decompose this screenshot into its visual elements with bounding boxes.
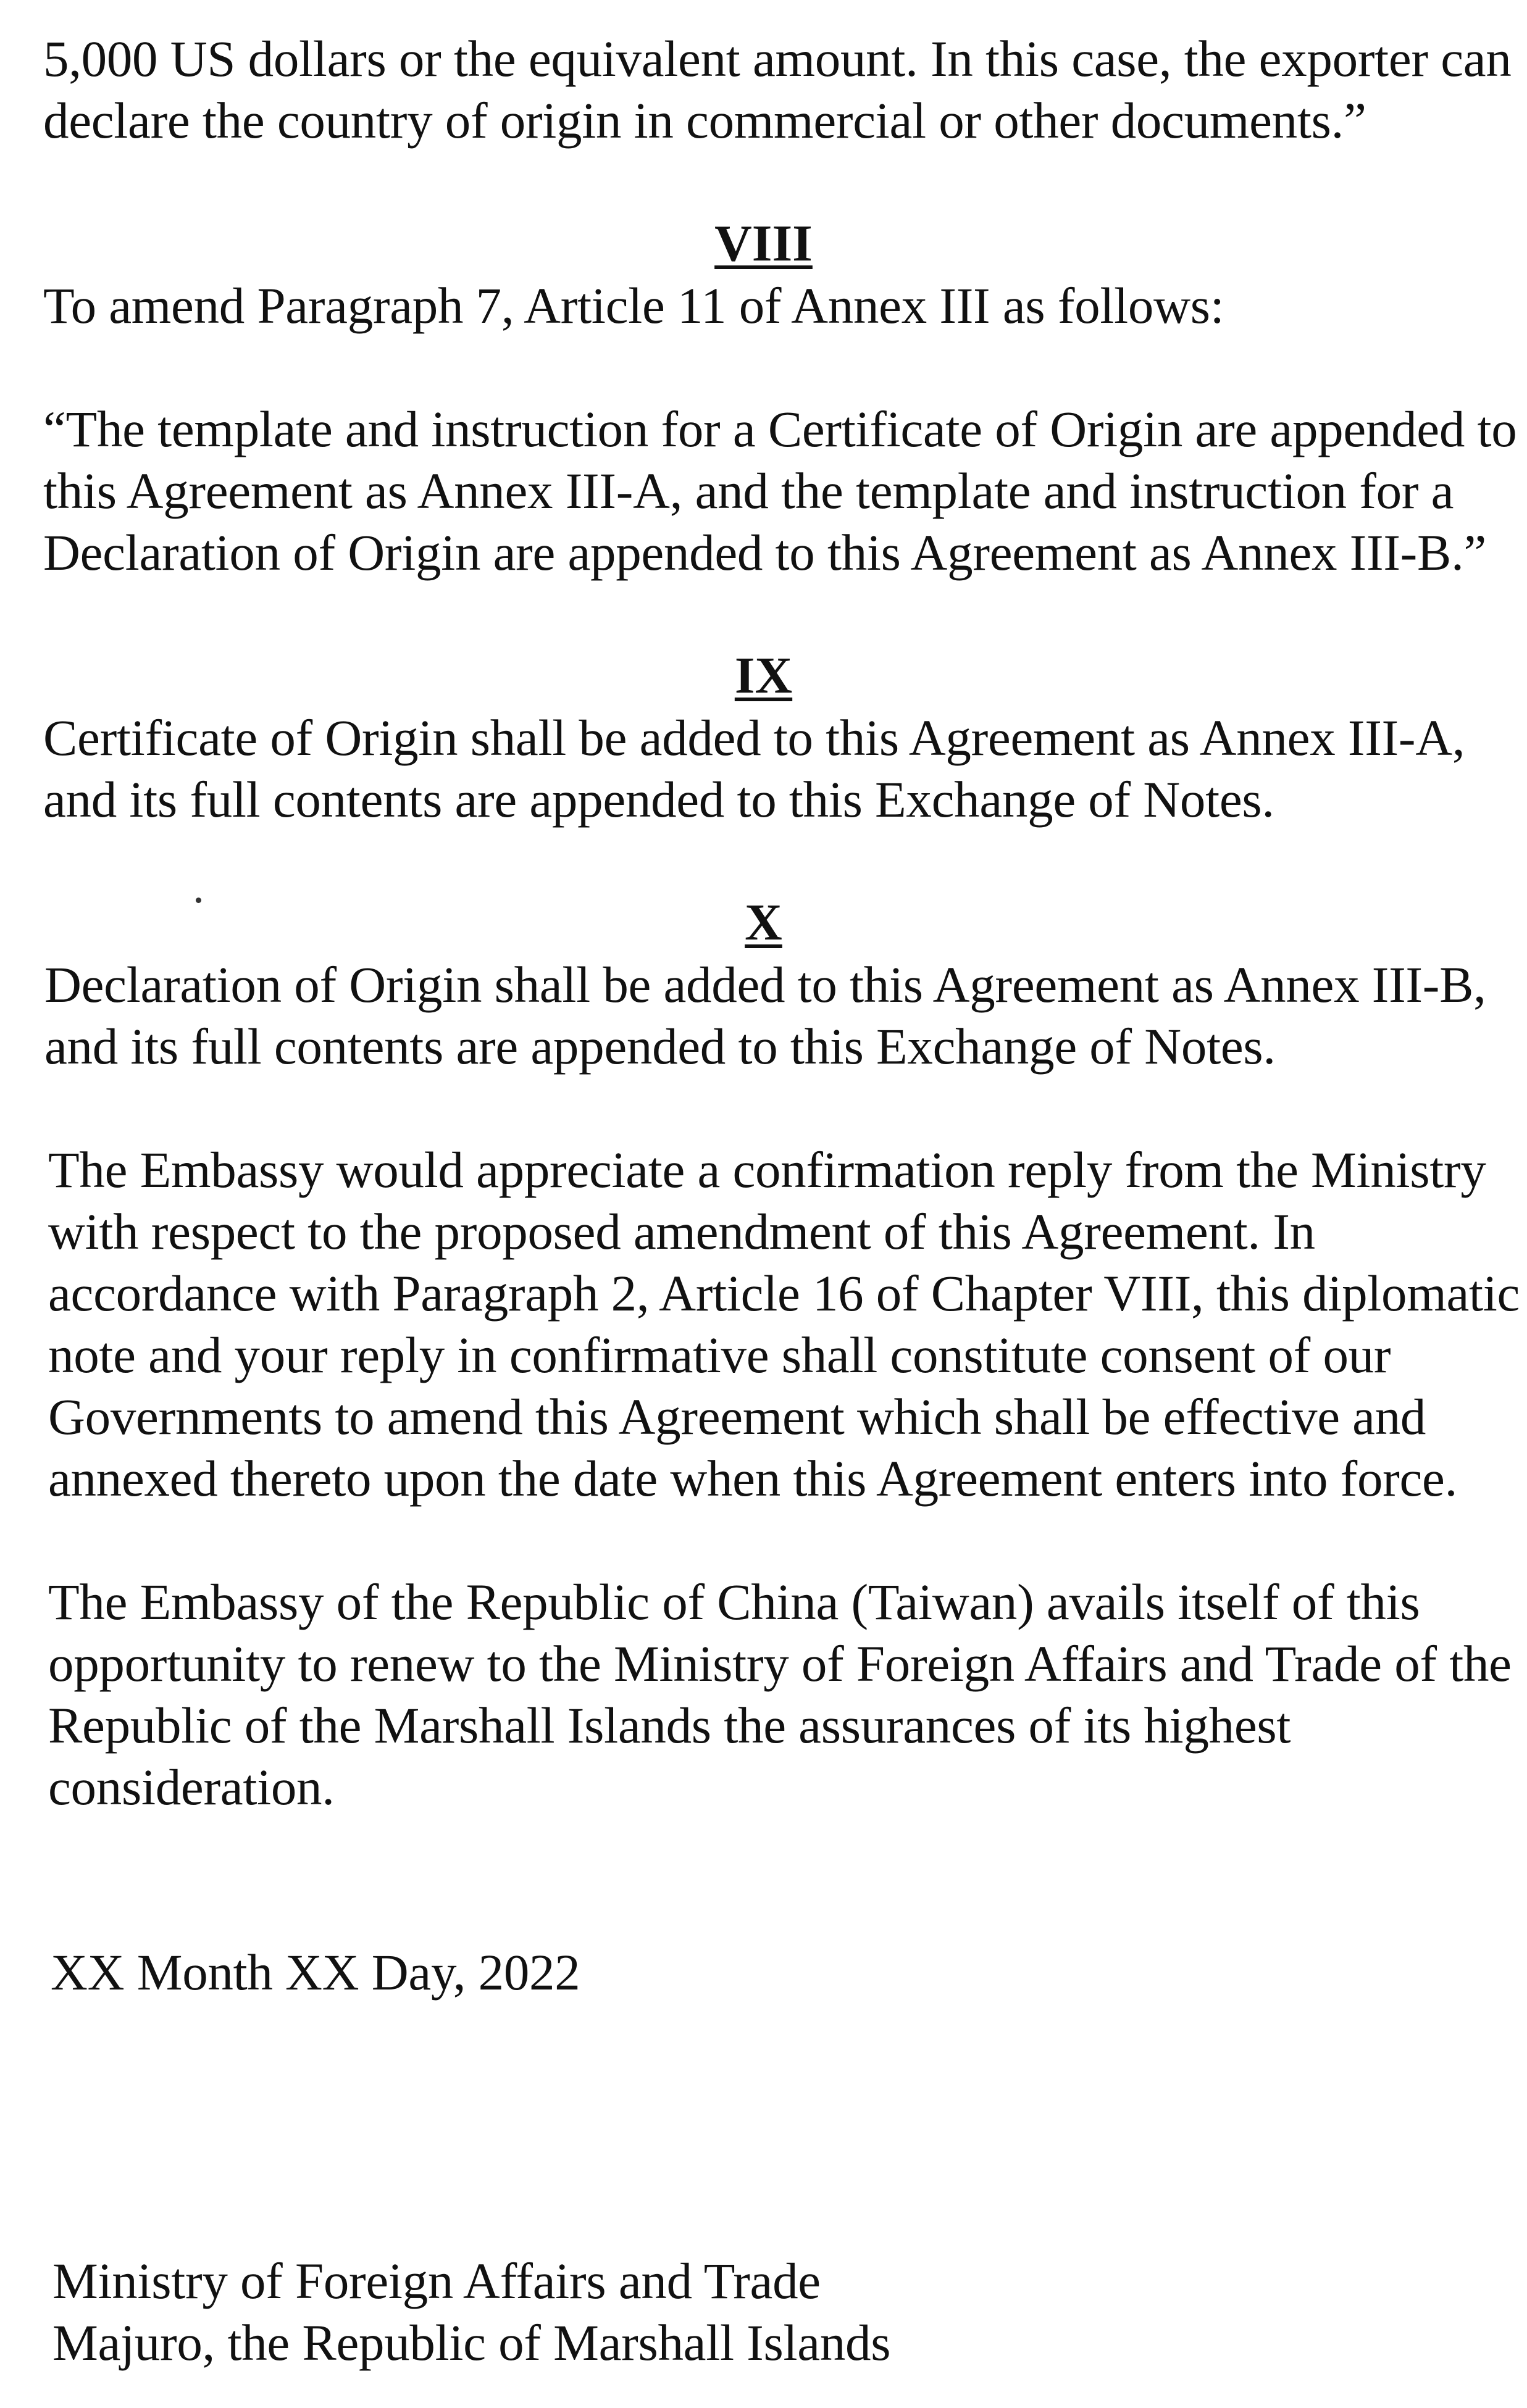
- section-viii-lead: To amend Paragraph 7, Article 11 of Annex III as follows:: [43, 277, 1224, 334]
- section-ix-line-1: Certificate of Origin shall be added to this Agreement as Annex III-A,: [43, 709, 1465, 766]
- section-heading-x: X: [745, 894, 782, 951]
- closing-line-2: opportunity to renew to the Ministry of Foreign Affairs and Trade of the: [48, 1635, 1512, 1692]
- closing-line-3: Republic of the Marshall Islands the assurances of its highest: [48, 1697, 1291, 1754]
- intro-line-1: 5,000 US dollars or the equivalent amount. In this case, the exporter can: [43, 30, 1512, 87]
- section-viii-quote-line-2: this Agreement as Annex III-A, and the template and instruction for a: [43, 462, 1454, 519]
- section-heading-ix: IX: [734, 647, 793, 704]
- closing-line-4: consideration.: [48, 1759, 335, 1815]
- section-viii-quote-line-1: “The template and instruction for a Certificate of Origin are appended to: [43, 401, 1517, 457]
- section-heading-viii: VIII: [714, 215, 813, 272]
- closing-line-1: The Embassy of the Republic of China (Taiwan) avails itself of this: [48, 1573, 1420, 1630]
- confirmation-line-2: with respect to the proposed amendment of this Agreement. In: [48, 1203, 1315, 1260]
- addressee-line-2: Majuro, the Republic of Marshall Islands: [52, 2314, 891, 2371]
- confirmation-line-6: annexed thereto upon the date when this Agreement enters into force.: [48, 1450, 1458, 1507]
- confirmation-line-1: The Embassy would appreciate a confirmation reply from the Ministry: [48, 1141, 1486, 1198]
- section-ix-line-2: and its full contents are appended to this Exchange of Notes.: [43, 771, 1274, 828]
- section-viii-quote-line-3: Declaration of Origin are appended to this Agreement as Annex III-B.”: [43, 524, 1487, 581]
- section-x-line-1: Declaration of Origin shall be added to this Agreement as Annex III-B,: [44, 956, 1486, 1013]
- confirmation-line-3: accordance with Paragraph 2, Article 16 of Chapter VIII, this diplomatic: [48, 1265, 1520, 1322]
- addressee-line-1: Ministry of Foreign Affairs and Trade: [52, 2252, 821, 2309]
- confirmation-line-5: Governments to amend this Agreement which shall be effective and: [48, 1388, 1426, 1445]
- intro-line-2: declare the country of origin in commercial or other documents.”: [43, 92, 1366, 149]
- note-date: XX Month XX Day, 2022: [51, 1944, 580, 2001]
- confirmation-line-4: note and your reply in confirmative shall constitute consent of our: [48, 1327, 1391, 1383]
- section-x-line-2: and its full contents are appended to this Exchange of Notes.: [44, 1018, 1276, 1075]
